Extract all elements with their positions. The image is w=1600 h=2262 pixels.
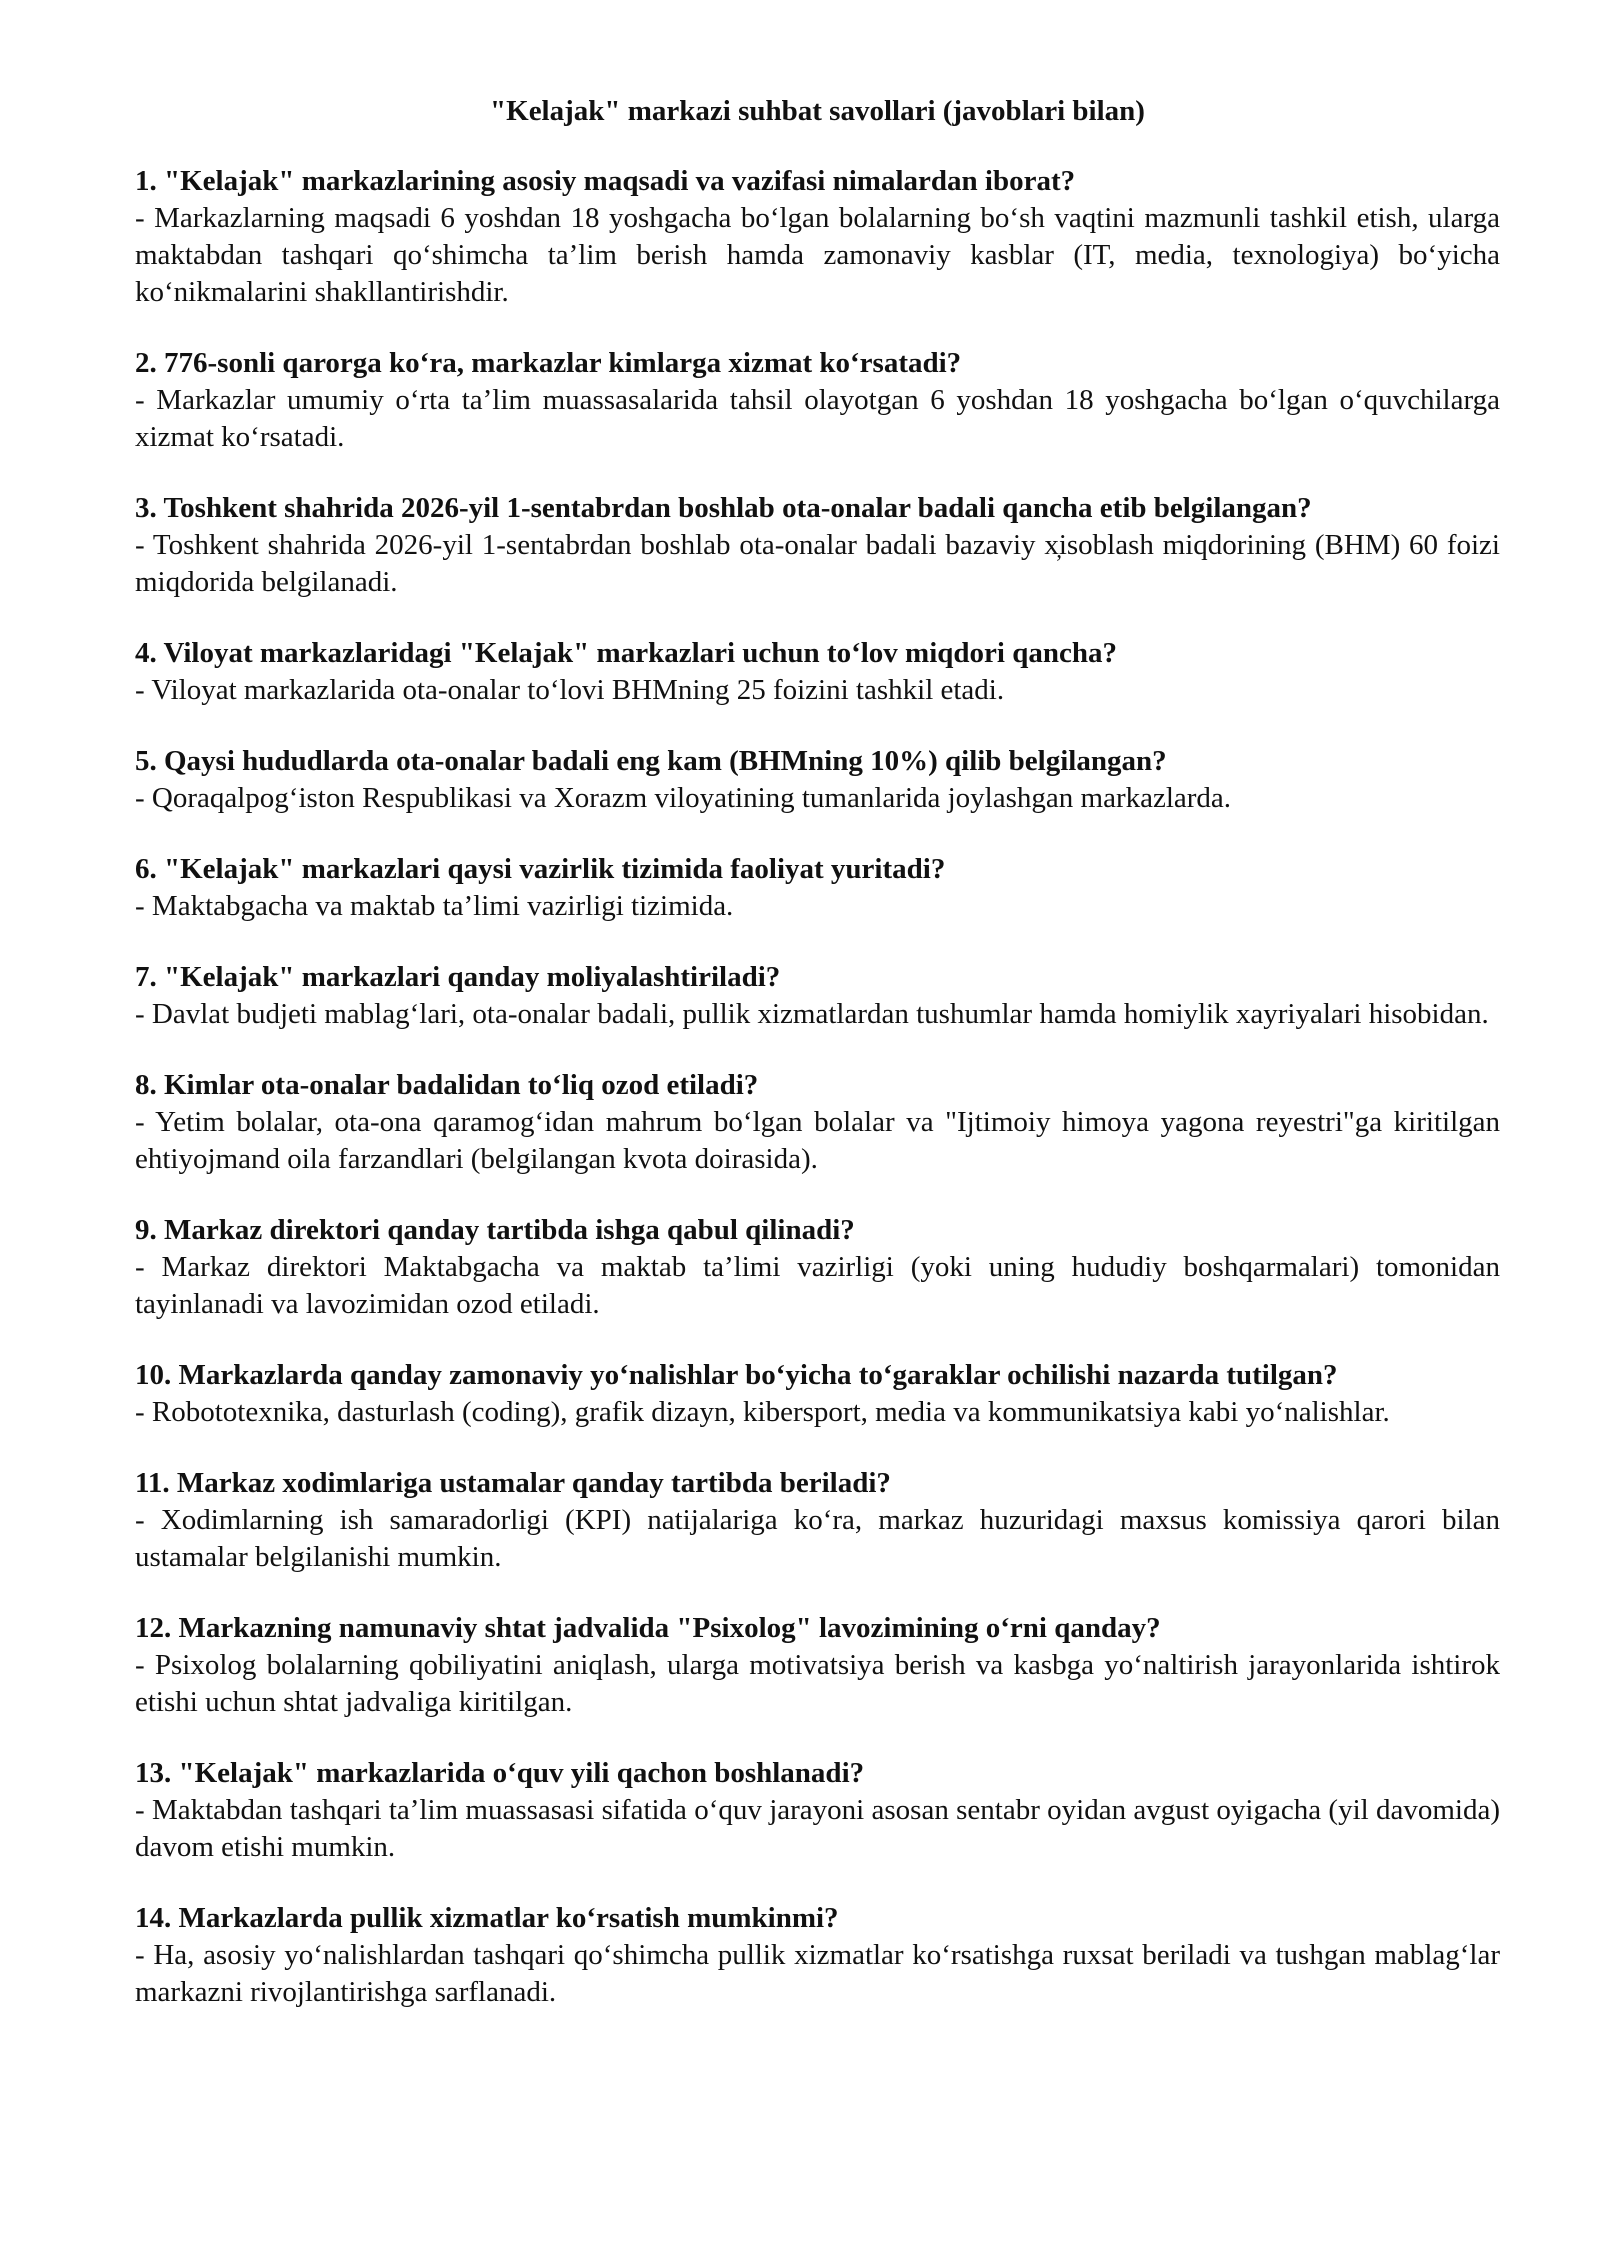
question-text: 11. Markaz xodimlariga ustamalar qanday tartibda beriladi?	[135, 1467, 891, 1499]
qa-item-10	[135, 1357, 1500, 1431]
answer-text: - Viloyat markazlarida ota-onalar to‘lovi BHMning 25 foizini tashkil etadi.	[135, 674, 1005, 706]
answer-text: - Markaz direktori Maktabgacha va maktab ta’limi vazirligi (yoki uning hududiy boshqarmalari) tomonidan tayinlanadi va lavozimidan ozod etiladi.	[135, 1251, 1500, 1320]
qa-item-2	[135, 345, 1500, 456]
qa-item-5	[135, 743, 1500, 817]
question-text: 5. Qaysi hududlarda ota-onalar badali eng kam (BHMning 10%) qilib belgilangan?	[135, 745, 1167, 777]
qa-item-8	[135, 1067, 1500, 1178]
answer-text: - Robototexnika, dasturlash (coding), grafik dizayn, kibersport, media va kommunikatsiya kabi yo‘nalishlar.	[135, 1396, 1390, 1428]
answer-text: - Davlat budjeti mablag‘lari, ota-onalar badali, pullik xizmatlardan tushumlar hamda homiylik xayriyalari hisobidan.	[135, 998, 1489, 1030]
question-text: 8. Kimlar ota-onalar badalidan to‘liq ozod etiladi?	[135, 1069, 759, 1101]
qa-item-11	[135, 1465, 1500, 1576]
answer-text: - Qoraqalpog‘iston Respublikasi va Xorazm viloyatining tumanlarida joylashgan markazlarda.	[135, 782, 1232, 814]
question-text: 1. "Kelajak" markazlarining asosiy maqsadi va vazifasi nimalardan iborat?	[135, 165, 1076, 197]
question-text: 9. Markaz direktori qanday tartibda ishga qabul qilinadi?	[135, 1214, 855, 1246]
qa-item-1	[135, 163, 1500, 311]
answer-text: - Yetim bolalar, ota-ona qaramog‘idan mahrum bo‘lgan bolalar va "Ijtimoiy himoya yagona reyestri"ga kiritilgan ehtiyojmand oila farzandlari (belgilangan kvota doirasida).	[135, 1106, 1500, 1175]
qa-item-13	[135, 1755, 1500, 1866]
qa-item-9	[135, 1212, 1500, 1323]
question-text: 7. "Kelajak" markazlari qanday moliyalashtiriladi?	[135, 961, 781, 993]
qa-item-12	[135, 1610, 1500, 1721]
qa-item-14	[135, 1900, 1500, 2011]
document-title: "Kelajak" markazi suhbat savollari (javoblari bilan)	[490, 95, 1145, 127]
question-text: 3. Toshkent shahrida 2026-yil 1-sentabrdan boshlab ota-onalar badali qancha etib belgilangan?	[135, 492, 1312, 524]
qa-item-6	[135, 851, 1500, 925]
qa-item-4	[135, 635, 1500, 709]
answer-text: - Ha, asosiy yo‘nalishlardan tashqari qo‘shimcha pullik xizmatlar ko‘rsatishga ruxsat beriladi va tushgan mablag‘lar markazni rivojlantirishga sarflanadi.	[135, 1939, 1500, 2008]
question-text: 10. Markazlarda qanday zamonaviy yo‘nalishlar bo‘yicha to‘garaklar ochilishi nazarda tutilgan?	[135, 1359, 1338, 1391]
answer-text: - Markazlarning maqsadi 6 yoshdan 18 yoshgacha bo‘lgan bolalarning bo‘sh vaqtini mazmunli tashkil etish, ularga maktabdan tashqari qo‘shimcha ta’lim berish hamda zamonaviy kasblar (IT, media, texnologiya) bo‘yicha ko‘nikmalarini shakllantirishdir.	[135, 202, 1500, 308]
question-text: 12. Markazning namunaviy shtat jadvalida "Psixolog" lavozimining o‘rni qanday?	[135, 1612, 1161, 1644]
qa-item-7	[135, 959, 1500, 1033]
qa-item-3	[135, 490, 1500, 601]
answer-text: - Maktabdan tashqari ta’lim muassasasi sifatida o‘quv jarayoni asosan sentabr oyidan avgust oyigacha (yil davomida) davom etishi mumkin.	[135, 1794, 1500, 1863]
question-text: 2. 776-sonli qarorga ko‘ra, markazlar kimlarga xizmat ko‘rsatadi?	[135, 347, 962, 379]
question-text: 14. Markazlarda pullik xizmatlar ko‘rsatish mumkinmi?	[135, 1902, 839, 1934]
answer-text: - Maktabgacha va maktab ta’limi vazirligi tizimida.	[135, 890, 734, 922]
question-text: 13. "Kelajak" markazlarida o‘quv yili qachon boshlanadi?	[135, 1757, 865, 1789]
question-text: 4. Viloyat markazlaridagi "Kelajak" markazlari uchun to‘lov miqdori qancha?	[135, 637, 1117, 669]
answer-text: - Markazlar umumiy o‘rta ta’lim muassasalarida tahsil olayotgan 6 yoshdan 18 yoshgacha bo‘lgan o‘quvchilarga xizmat ko‘rsatadi.	[135, 384, 1500, 453]
answer-text: - Xodimlarning ish samaradorligi (KPI) natijalariga ko‘ra, markaz huzuridagi maxsus komissiya qarori bilan ustamalar belgilanishi mumkin.	[135, 1504, 1500, 1573]
answer-text: - Toshkent shahrida 2026-yil 1-sentabrdan boshlab ota-onalar badali bazaviy x̦isoblash miqdorining (BHM) 60 foizi miqdorida belgilanadi.	[135, 529, 1500, 598]
answer-text: - Psixolog bolalarning qobiliyatini aniqlash, ularga motivatsiya berish va kasbga yo‘naltirish jarayonlarida ishtirok etishi uchun shtat jadvaliga kiritilgan.	[135, 1649, 1500, 1718]
question-text: 6. "Kelajak" markazlari qaysi vazirlik tizimida faoliyat yuritadi?	[135, 853, 946, 885]
